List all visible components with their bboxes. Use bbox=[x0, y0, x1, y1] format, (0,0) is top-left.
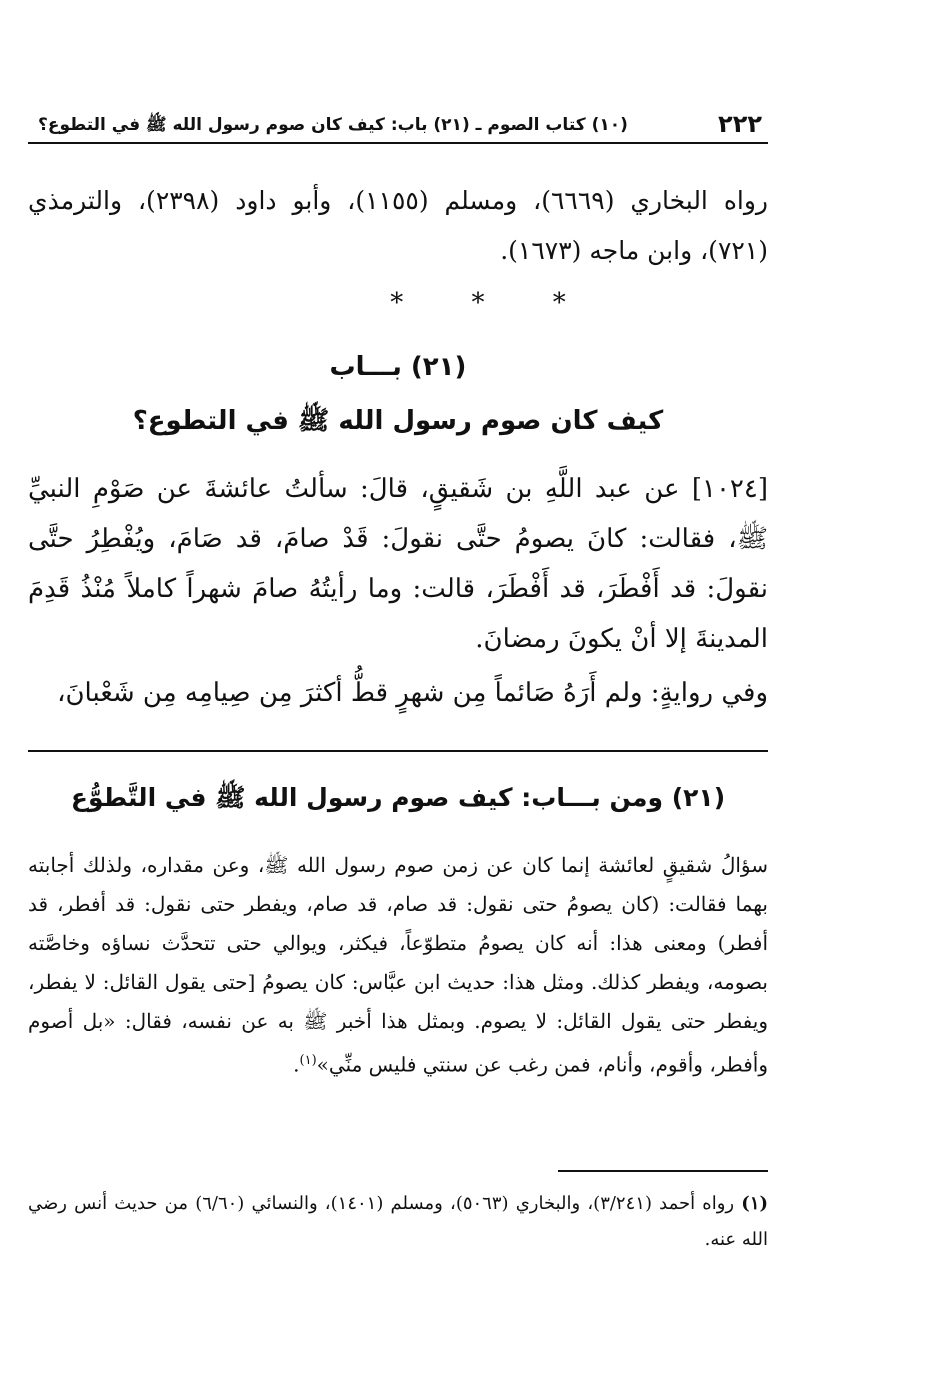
header-rule bbox=[28, 142, 768, 144]
commentary-text: سؤالُ شقيقٍ لعائشة إنما كان عن زمن صوم رسول الله ﷺ، وعن مقداره، ولذلك أجابته بهما فقالت: (كان يصومُ حتى نقول: قد صام، قد صام، ويفطر حتى نقول: قد أفطر، قد أفطر) ومعنى هذا: أنه كان يصومُ متطوّعاً، فيكثر، ويوالي حتى تتحدَّث نساؤه وخاصَّته بصومه، ويفطر كذلك. ومثل هذا: حديث ابن عبَّاس: كان يصومُ [حتى يقول القائل: لا يفطر، ويفطر حتى يقول القائل: لا يصوم. وبمثل هذا أخبر ﷺ به عن نفسه، فقال: «بل أصوم وأفطر، وأقوم، وأنام، فمن رغب عن سنتي فليس منِّي» bbox=[28, 853, 768, 1077]
separator-star: * bbox=[471, 288, 485, 318]
hadith-variant: وفي روايةٍ: ولم أَرَهُ صَائماً مِن شهرٍ قطُّ أكثرَ مِن صِيامِه مِن شَعْبانَ، bbox=[57, 678, 768, 708]
commentary-paragraph bbox=[28, 846, 768, 1085]
chapter-title: كيف كان صوم رسول الله ﷺ في التطوع؟ bbox=[132, 406, 664, 436]
commentary-end: . bbox=[293, 1052, 300, 1077]
section-separator bbox=[28, 288, 928, 318]
footnote-ref: (١) bbox=[299, 1053, 317, 1068]
running-title: (١٠) كتاب الصوم ـ (٢١) باب: كيف كان صوم رسول الله ﷺ في التطوع؟ bbox=[38, 115, 628, 135]
footnote-number: (١) bbox=[741, 1193, 769, 1214]
hadith-text: [١٠٢٤] عن عبد اللَّهِ بن شَقيقٍ، قالَ: سألتُ عائشةَ عن صَوْمِ النبيِّ ﷺ، فقالت: كانَ يصومُ حتَّى نقولَ: قَدْ صامَ، قد صَامَ، ويُفْطِرُ حتَّى نقولَ: قد أَفْطَرَ، قد أَفْطَرَ، قالت: وما رأيتُهُ صامَ شهراً كاملاً مُنْذُ قَدِمَ المدينةَ إلا أنْ يكونَ رمضانَ. bbox=[28, 474, 768, 654]
footnote bbox=[28, 1186, 768, 1258]
separator-star: * bbox=[552, 288, 566, 318]
page-header bbox=[28, 110, 768, 140]
intro-citation: رواه البخاري (٦٦٦٩)، ومسلم (١١٥٥)، وأبو داود (٢٣٩٨)، والترمذي (٧٢١)، وابن ماجه (١٦٧٣). bbox=[28, 186, 769, 265]
commentary-title: (٢١) ومن بـــاب: كيف صوم رسول الله ﷺ في التَّطوُّع bbox=[70, 783, 726, 812]
commentary-divider bbox=[28, 750, 768, 752]
footnote-rule bbox=[558, 1170, 768, 1172]
page-number: ٢٢٢ bbox=[718, 110, 762, 138]
chapter-number: (٢١) بـــاب bbox=[329, 352, 467, 382]
separator-star: * bbox=[390, 288, 404, 318]
footnote-text: رواه أحمد (٣/٢٤١)، والبخاري (٥٠٦٣)، ومسلم (١٤٠١)، والنسائي (٦/٦٠) من حديث أنس رضي الله عنه. bbox=[28, 1193, 768, 1250]
